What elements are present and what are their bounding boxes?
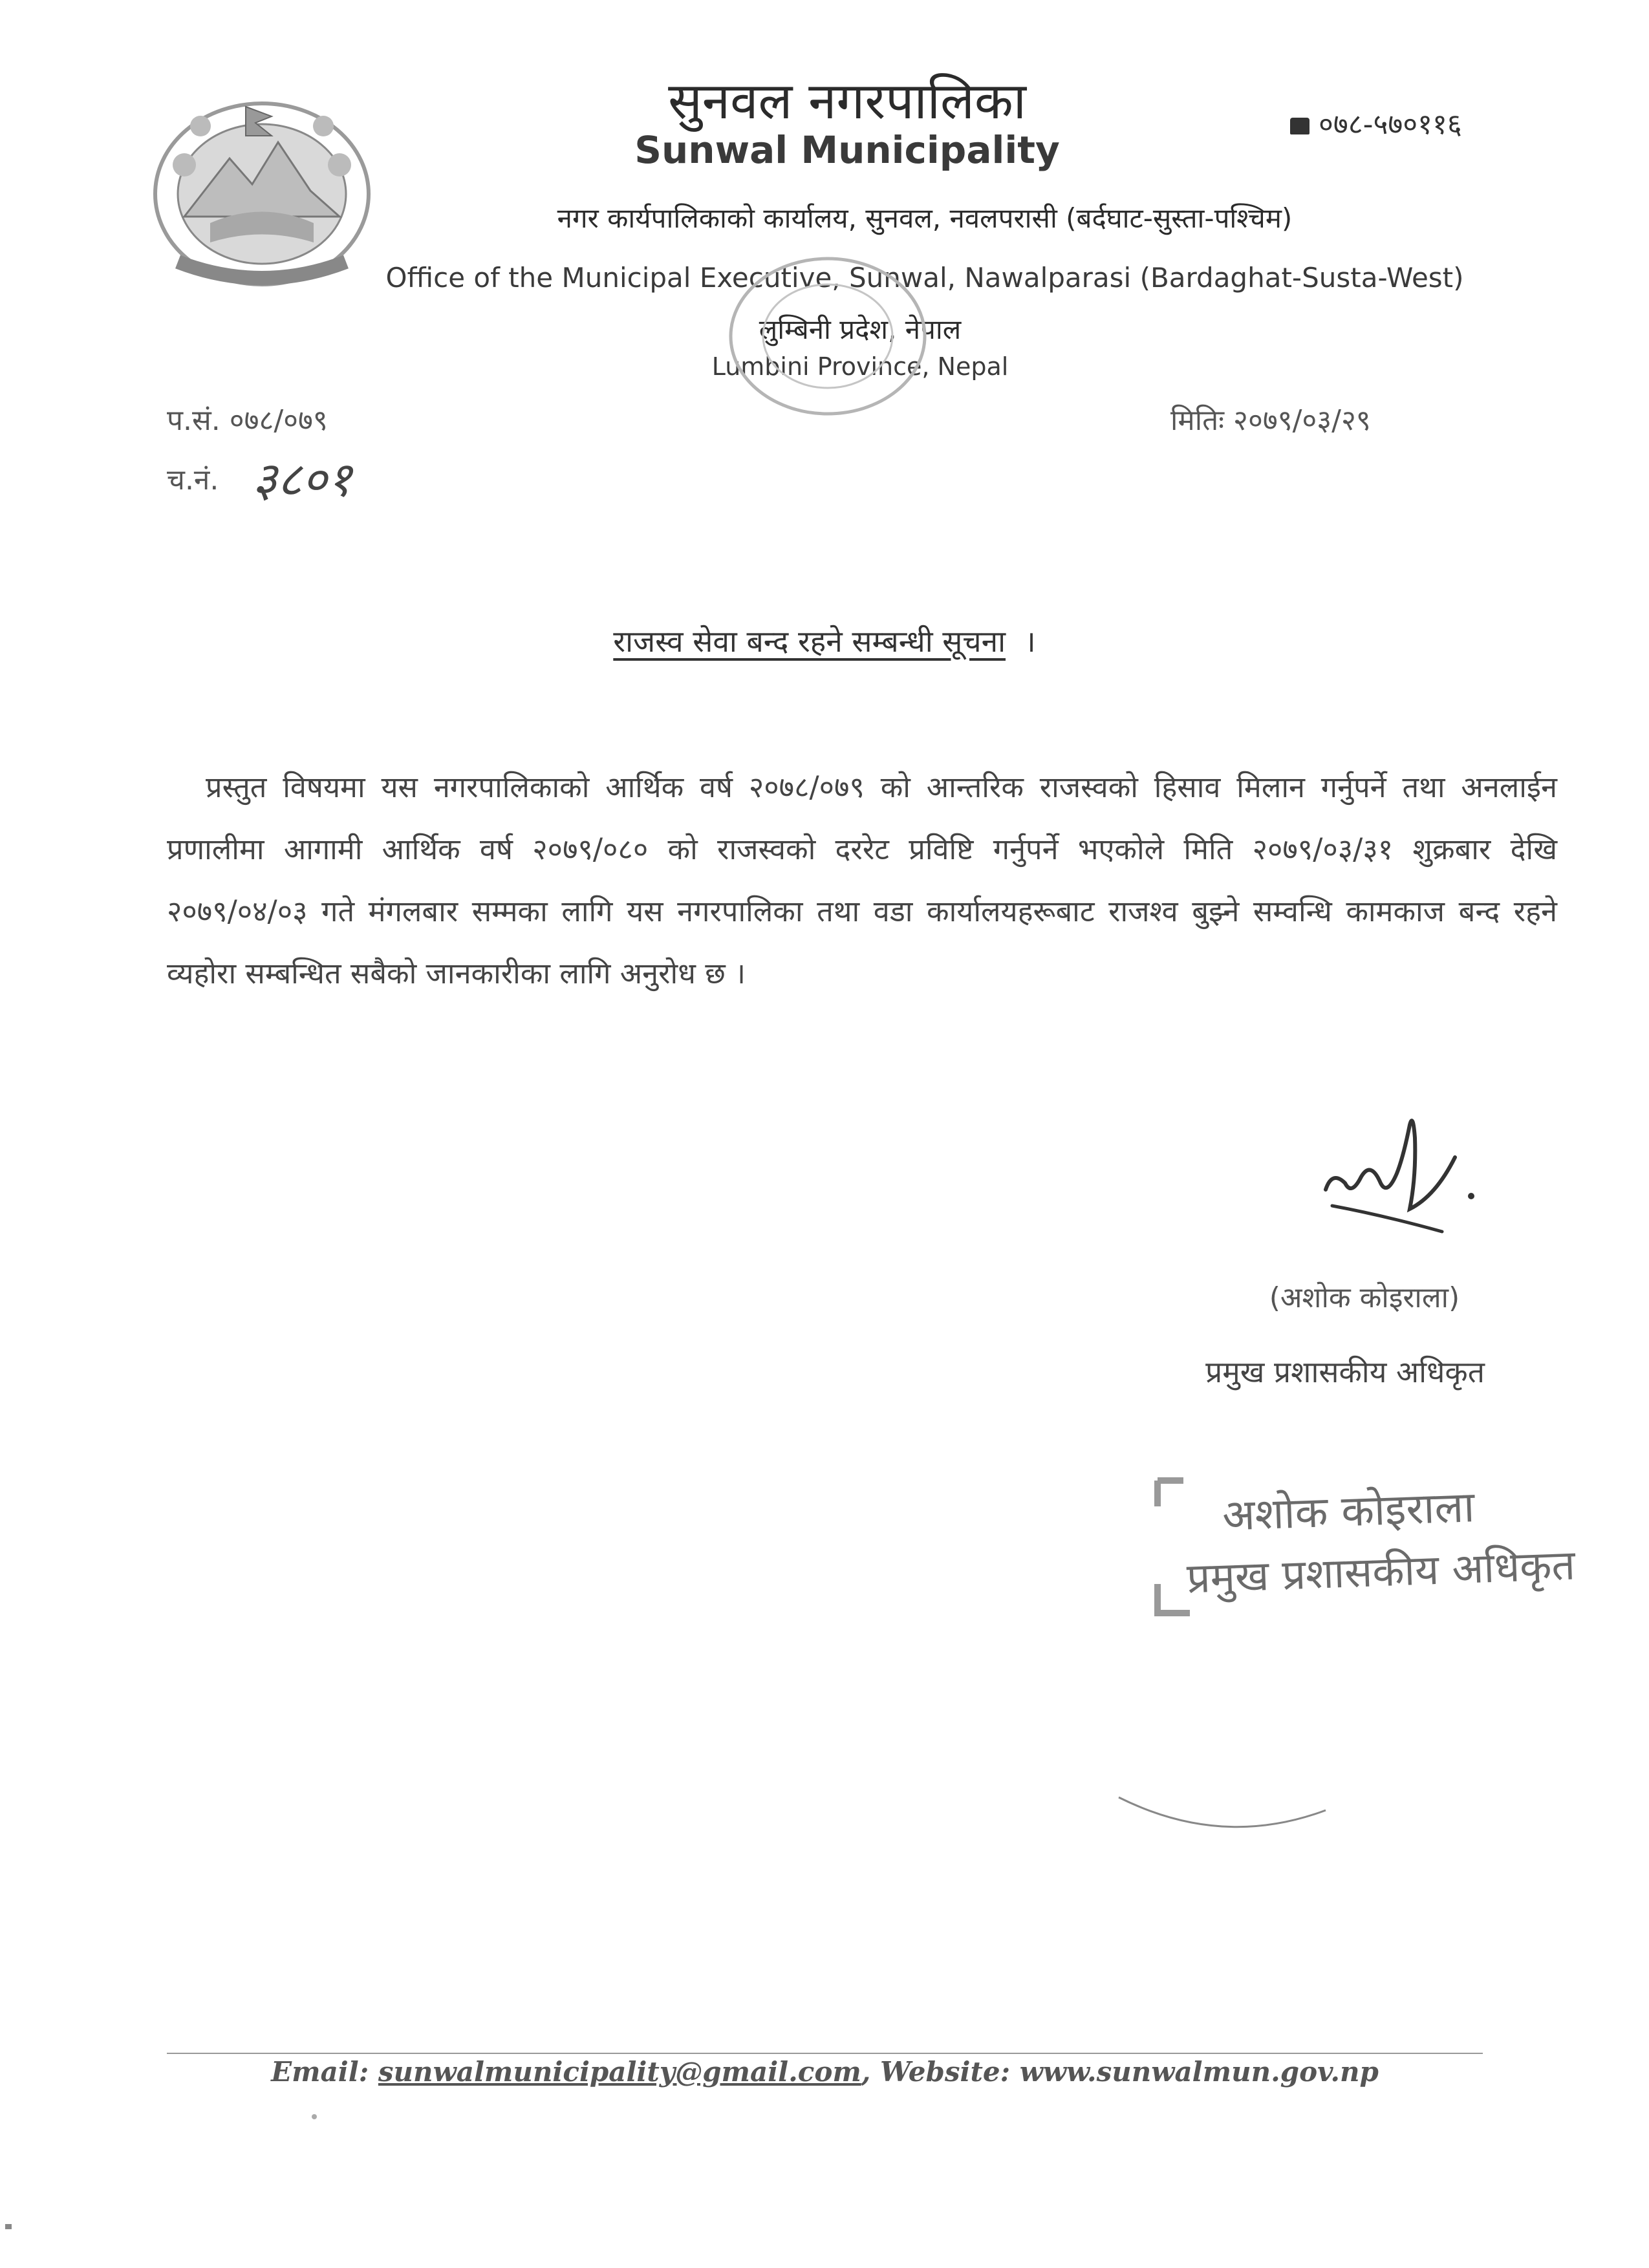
signature-icon xyxy=(1306,1099,1487,1267)
footer-divider xyxy=(167,2053,1483,2054)
email-label: Email: xyxy=(271,2056,369,2088)
municipality-title-np: सुनवल नगरपालिका xyxy=(668,72,1026,131)
round-office-stamp-icon xyxy=(711,246,944,427)
notice-subject xyxy=(323,621,1326,661)
phone-number xyxy=(1290,103,1462,142)
office-address-en: Office of the Municipal Executive, Sunwal, Nawalparasi (Bardaghat-Susta-West) xyxy=(385,262,1464,294)
patra-sankhya: प.सं. ०७८/०७९ xyxy=(167,404,328,437)
scan-speck xyxy=(312,2114,317,2119)
signatory-name: (अशोक कोइराला) xyxy=(1269,1281,1460,1314)
nepal-emblem-icon xyxy=(139,87,385,294)
scan-speck xyxy=(5,2224,12,2229)
stamp-arc-mark-icon xyxy=(1112,1791,1332,1843)
subject-end-mark: । xyxy=(1024,624,1036,659)
signatory-title: प्रमुख प्रशासकीय अधिकृत xyxy=(1205,1354,1485,1389)
letter-date: मितिः २०७९/०३/२९ xyxy=(1170,404,1371,437)
website-link[interactable]: www.sunwalmun.gov.np xyxy=(1019,2056,1379,2088)
chalani-label: च.नं. xyxy=(167,464,219,497)
stamp-name: अशोक कोइराला xyxy=(1221,1482,1476,1541)
footer-separator: , xyxy=(861,2056,871,2088)
municipality-title-en: Sunwal Municipality xyxy=(634,128,1060,172)
website-label: Website: xyxy=(880,2056,1011,2088)
notice-body: प्रस्तुत विषयमा यस नगरपालिकाको आर्थिक वर्ष २०७८/०७९ को आन्तरिक राजस्वको हिसाव मिलान गर्नुपर्ने तथा अनलाईन प्रणालीमा आगामी आर्थिक वर्ष २०७९/०८० को राजस्वको दररेट प्रविष्टि गर्नुपर्ने भएकोले मिति २०७९/०३/३१ शुक्रबार देखि २०७९/०४/०३ गते मंगलबार सम्मका लागि यस नगरपालिका तथा वडा कार्यालयहरूबाट राजश्व बुझ्ने सम्वन्धि कामकाज बन्द रहने व्यहोरा सम्बन्धित सबैको जानकारीका लागि अनुरोध छ । xyxy=(167,770,1557,990)
subject-text: राजस्व सेवा बन्द रहने सम्बन्धी सूचना xyxy=(613,624,1006,659)
email-link[interactable]: sunwalmunicipality@gmail.com xyxy=(378,2056,861,2088)
phone-value: ०७८-५७०११६ xyxy=(1319,108,1462,141)
province-np: लुम्बिनी प्रदेश, नेपाल xyxy=(759,314,962,345)
stamp-title: प्रमुख प्रशासकीय अधिकृत xyxy=(1186,1541,1577,1603)
chalani-number: ३८०१ xyxy=(252,452,352,508)
telephone-icon xyxy=(1290,118,1310,134)
footer-contact xyxy=(167,2056,1483,2088)
office-address-np: नगर कार्यपालिकाको कार्यालय, सुनवल, नवलपरासी (बर्दघाट-सुस्ता-पश्चिम) xyxy=(557,202,1293,234)
province-en: Lumbini Province, Nepal xyxy=(711,352,1009,381)
